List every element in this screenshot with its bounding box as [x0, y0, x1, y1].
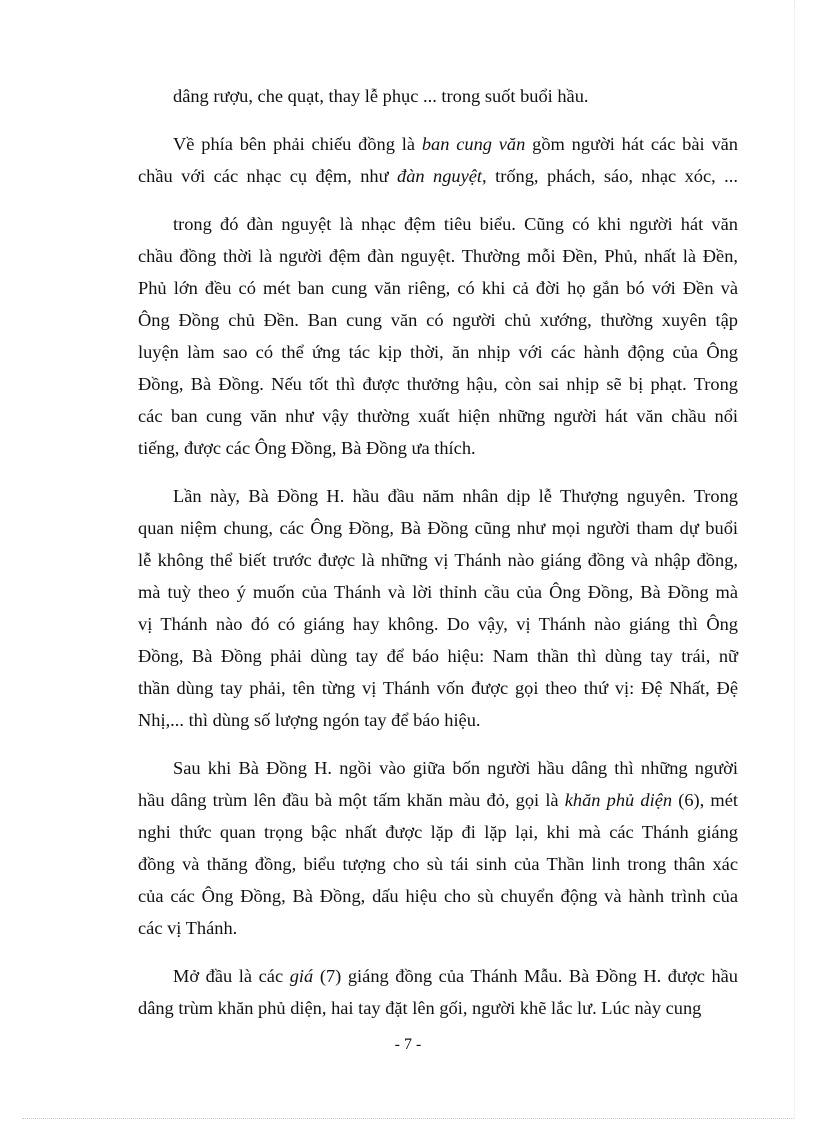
- text-line: Đồng, Bà Đồng phải dùng tay để báo hiệu: Nam thần thì dùng tay trái, nữ: [138, 646, 738, 666]
- paragraph-gap: [138, 464, 738, 480]
- text-line: trong đó đàn nguyệt là nhạc đệm tiêu biểu. Cũng có khi người hát văn: [173, 214, 738, 234]
- text-span: hầu dâng trùm lên đầu bà một tấm khăn màu đỏ, gọi là: [138, 790, 565, 810]
- text-line: dâng trùm khăn phủ diện, hai tay đặt lên gối, người khẽ lắc lư. Lúc này cung: [138, 998, 702, 1018]
- page-number: - 7 -: [394, 1036, 422, 1053]
- italic-term: ban cung văn: [421, 134, 526, 154]
- text-line: mà tuỳ theo ý muốn của Thánh và lời thỉnh cầu của Ông Đồng, Bà Đồng mà: [138, 582, 738, 602]
- text-line: của các Ông Đồng, Bà Đồng, dấu hiệu cho sù chuyển động và hành trình của: [138, 886, 738, 906]
- text-span: (6), mét: [672, 790, 738, 810]
- text-line: [138, 784, 738, 816]
- text-line: Ông Đồng chủ Đền. Ban cung văn có người chủ xướng, thường xuyên tập: [138, 310, 738, 330]
- text-line: nghi thức quan trọng bậc nhất được lặp đi lặp lại, khi mà các Thánh giáng: [138, 822, 738, 842]
- text-line: đồng và thăng đồng, biểu tượng cho sù tái sinh của Thần linh trong thân xác: [138, 854, 738, 874]
- italic-term: giá: [289, 966, 314, 986]
- text-line: Sau khi Bà Đồng H. ngồi vào giữa bốn người hầu dâng thì những người: [173, 758, 738, 778]
- page-border-right: [794, 0, 795, 1118]
- text-line: vị Thánh nào đó có giáng hay không. Do vậy, vị Thánh nào giáng thì Ông: [138, 614, 738, 634]
- text-line: Phủ lớn đều có mét ban cung văn riêng, có khi cả đời họ gắn bó với Đền và: [138, 278, 738, 298]
- text-span: , trống, phách, sáo, nhạc xóc, ...: [482, 166, 738, 186]
- text-line: tiếng, được các Ông Đồng, Bà Đồng ưa thích.: [138, 438, 476, 458]
- body-text: [138, 80, 738, 1024]
- text-line: chầu đồng thời là người đệm đàn nguyệt. Thường mỗi Đền, Phủ, nhất là Đền,: [138, 246, 738, 266]
- text-line: Đồng, Bà Đồng. Nếu tốt thì được thưởng hậu, còn sai nhịp sẽ bị phạt. Trong: [138, 374, 738, 394]
- paragraph-gap: [138, 736, 738, 752]
- text-line: Nhị,... thì dùng số lượng ngón tay để báo hiệu.: [138, 710, 481, 730]
- text-line: [138, 128, 738, 160]
- paragraph: [138, 208, 738, 464]
- paragraph-gap: [138, 192, 738, 208]
- paragraph: [138, 128, 738, 192]
- text-span: chầu với các nhạc cụ đệm, như: [138, 166, 397, 186]
- text-span: (7) giáng đồng của Thánh Mẫu. Bà Đồng H. được hầu: [313, 966, 738, 986]
- text-line: Lần này, Bà Đồng H. hầu đầu năm nhân dịp lễ Thượng nguyên. Trong: [173, 486, 738, 506]
- italic-term: đàn nguyệt: [397, 166, 483, 186]
- text-line: luyện làm sao có thể ứng tác kịp thời, ăn nhịp với các hành động của Ông: [138, 342, 738, 362]
- text-line: quan niệm chung, các Ông Đồng, Bà Đồng cũng như mọi người tham dự buổi: [138, 518, 738, 538]
- italic-term: khăn phủ diện: [564, 790, 673, 810]
- text-line: các ban cung văn như vậy thường xuất hiện những người hát văn chầu nổi: [138, 406, 738, 426]
- text-line: dâng rượu, che quạt, thay lễ phục ... trong suốt buổi hầu.: [173, 86, 589, 106]
- page-border-bottom: [22, 1118, 794, 1119]
- text-line: lễ không thể biết trước được là những vị Thánh nào giáng đồng và nhập đồng,: [138, 550, 738, 570]
- paragraph: [138, 960, 738, 1024]
- text-line: [138, 160, 738, 192]
- paragraph: [138, 752, 738, 944]
- paragraph: [138, 480, 738, 736]
- text-line: các vị Thánh.: [138, 918, 238, 938]
- text-span: Về phía bên phải chiếu đồng là: [173, 134, 422, 154]
- text-span: gồm người hát các bài văn: [525, 134, 739, 154]
- paragraph-gap: [138, 944, 738, 960]
- paragraph: [138, 80, 738, 112]
- paragraph-gap: [138, 112, 738, 128]
- text-line: [138, 960, 738, 992]
- text-span: Mở đầu là các: [173, 966, 290, 986]
- text-line: thần dùng tay phải, tên từng vị Thánh vốn được gọi theo thứ vị: Đệ Nhất, Đệ: [138, 678, 738, 698]
